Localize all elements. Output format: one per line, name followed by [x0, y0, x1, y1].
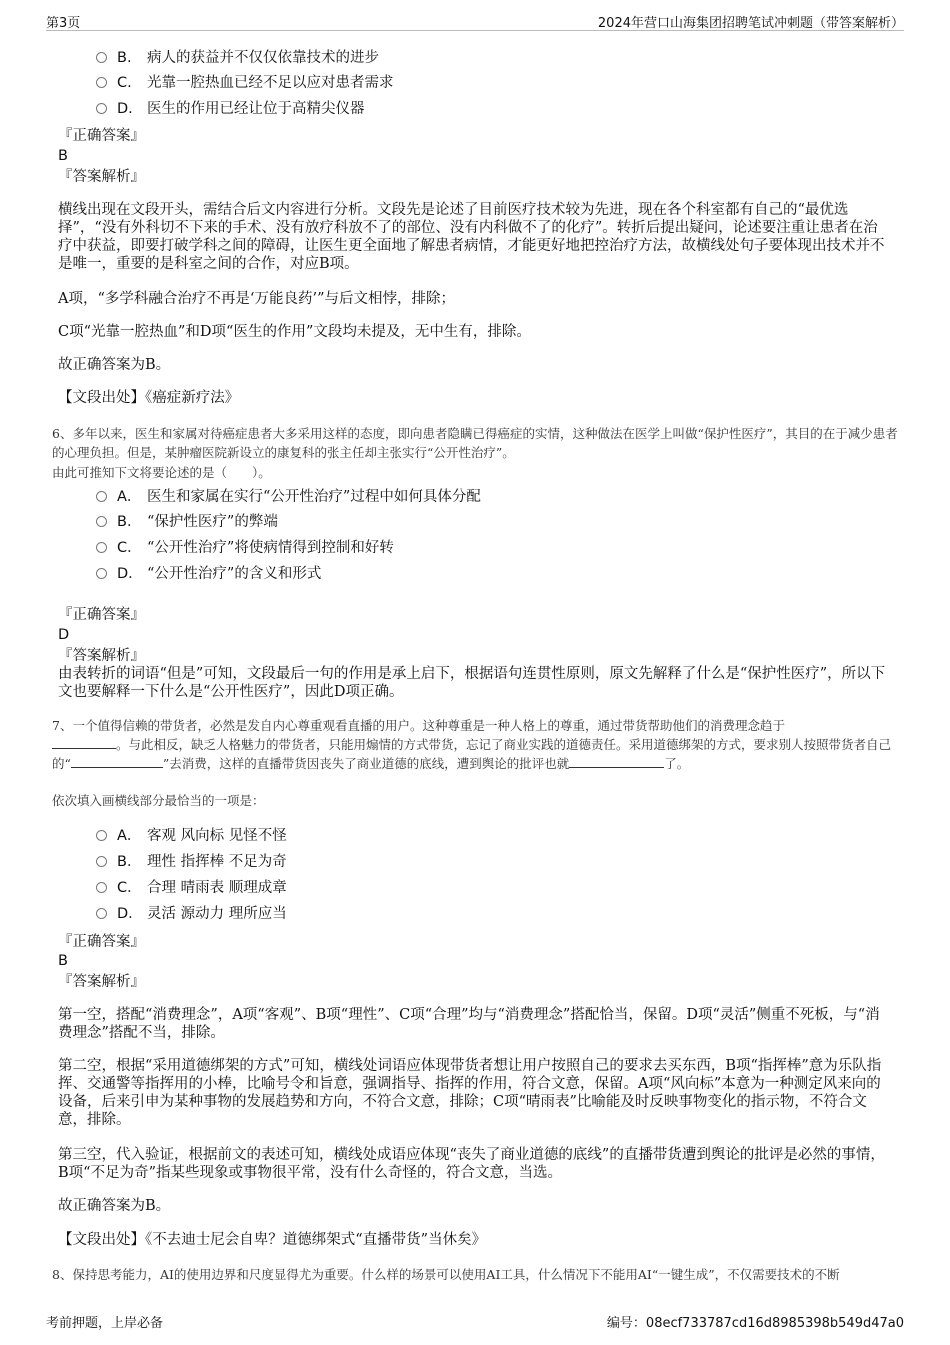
- blank-3: [569, 755, 664, 768]
- q7-analysis-para-4: 故正确答案为B。: [58, 1198, 171, 1214]
- q7-option-d[interactable]: D． 灵活 源动力 理所应当: [96, 904, 287, 924]
- radio-icon[interactable]: [96, 103, 107, 114]
- q5-option-b[interactable]: B. 病人的获益并不仅仅依靠技术的进步: [96, 48, 379, 68]
- q5-option-d[interactable]: D. 医生的作用已经让位于高精尖仪器: [96, 99, 365, 119]
- q5-answer: B: [58, 148, 68, 164]
- q6-option-d[interactable]: D． “公开性治疗”的含义和形式: [96, 564, 321, 584]
- radio-icon[interactable]: [96, 77, 107, 88]
- radio-icon[interactable]: [96, 908, 107, 919]
- q7-analysis-para-2: 第二空，根据“采用道德绑架的方式”可知，横线处词语应体现带货者想让用户按照自己的要求去买东西，B项“指挥棒”意为乐队指挥、交通警等指挥用的小棒，比喻号令和旨意，强调指导、指挥的作用，符合文意，保留。A项“风向标”本意为一种测定风来向的设备，后来引申为某种事物的发展趋势和方向，不符合文意，排除；C项“晴雨表”比喻能及时反映事物变化的指示物，不符合文意，排除。: [58, 1058, 882, 1128]
- q7-answer-label: 『正确答案』: [58, 934, 145, 950]
- q6-answer-label: 『正确答案』: [58, 607, 145, 623]
- q7-analysis-para-1: 第一空，搭配“消费理念”，A项“客观”、B项“理性”、C项“合理”均与“消费理念”搭配恰当，保留。D项“灵活”侧重不死板，与“消费理念”搭配不当，排除。: [58, 1007, 880, 1041]
- q6-stem: 6、多年以来，医生和家属对待癌症患者大多采用这样的态度，即向患者隐瞒已得癌症的实情，这种做法在医学上叫做“保护性医疗”，其目的在于减少患者的心理负担。但是，某肿瘤医院新设立的康复科的张主任却主张实行“公开性治疗”。: [52, 426, 898, 460]
- radio-icon[interactable]: [96, 491, 107, 502]
- radio-icon[interactable]: [96, 882, 107, 893]
- q7-analysis-para-3: 第三空，代入验证，根据前文的表述可知，横线处成语应体现“丧失了商业道德的底线”的直播带货遭到舆论的批评是必然的事情，B项“不足为奇”指某些现象或事物很平常，没有什么奇怪的，符合文意，当选。: [58, 1147, 885, 1181]
- page-number: 第3页: [46, 16, 81, 31]
- q5-option-c[interactable]: C. 光靠一腔热血已经不足以应对患者需求: [96, 73, 394, 93]
- q7-option-c[interactable]: C． 合理 晴雨表 顺理成章: [96, 878, 287, 898]
- q6-option-c[interactable]: C． “公开性治疗”将使病情得到控制和好转: [96, 538, 394, 558]
- q7-answer: B: [58, 953, 68, 969]
- footer-serial: 编号：08ecf733787cd16d8985398b549d47a0: [606, 1316, 904, 1331]
- q6-answer: D: [58, 627, 70, 643]
- q8-stem: 8、保持思考能力，AI的使用边界和尺度显得尤为重要。什么样的场景可以使用AI工具，什么情况下不能用AI“一键生成”，不仅需要技术的不断: [52, 1267, 840, 1282]
- radio-icon[interactable]: [96, 516, 107, 527]
- page-header: [46, 8, 904, 31]
- q5-source: 【文段出处】《癌症新疗法》: [58, 390, 240, 406]
- q7-stem: 7、一个值得信赖的带货者，必然是发自内心尊重观看直播的用户。这种尊重是一种人格上的尊重，通过带货帮助他们的消费理念趋于 。与此相反，缺乏人格魅力的带货者，只能用煽情的方式带货，忘记了商业实践的道德责任。采用道德绑架的方式，要求别人按照带货者自己的“ ”去消费，这样的直播带货因丧失了商业道德的底线，遭到舆论的批评也就 了。: [52, 718, 892, 771]
- q6-analysis-label: 『答案解析』: [58, 648, 145, 664]
- q5-analysis-para-1: 横线出现在文段开头，需结合后文内容进行分析。文段先是论述了目前医疗技术较为先进，现在各个科室都有自己的“最优选择”，“没有外科切不下来的手术、没有放疗科放不了的部位、没有内科做不了的化疗”。转折后提出疑问，论述要注重让患者在治疗中获益，即要打破学科之间的障碍，让医生更全面地了解患者病情，才能更好地把控治疗方法，故横线处句子要体现出技术并不是唯一，重要的是科室之间的合作，对应B项。: [58, 202, 885, 272]
- radio-icon[interactable]: [96, 830, 107, 841]
- q7-source: 【文段出处】《不去迪士尼会自卑？道德绑架式“直播带货”当休矣》: [58, 1232, 487, 1248]
- q7-option-b[interactable]: B． 理性 指挥棒 不足为奇: [96, 852, 287, 872]
- q6-analysis: 由表转折的词语“但是”可知，文段最后一句的作用是承上启下，根据语句连贯性原则，原文先解释了什么是“保护性医疗”，所以下文也要解释一下什么是“公开性医疗”，因此D项正确。: [58, 666, 886, 700]
- q5-analysis-para-2: A项，“多学科融合治疗不再是‘万能良药’”与后文相悖，排除；: [58, 291, 456, 307]
- blank-1: [52, 736, 116, 749]
- blank-2: [71, 755, 163, 768]
- q5-analysis-para-4: 故正确答案为B。: [58, 357, 171, 373]
- q7-analysis-label: 『答案解析』: [58, 974, 145, 990]
- q5-answer-label: 『正确答案』: [58, 128, 145, 144]
- q6-option-a[interactable]: A． 医生和家属在实行“公开性治疗”过程中如何具体分配: [96, 487, 481, 507]
- q5-analysis-para-3: C项“光靠一腔热血”和D项“医生的作用”文段均未提及，无中生有，排除。: [58, 324, 531, 340]
- q6-option-b[interactable]: B． “保护性医疗”的弊端: [96, 512, 278, 532]
- radio-icon[interactable]: [96, 542, 107, 553]
- footer-slogan: 考前押题，上岸必备: [46, 1316, 164, 1331]
- q7-option-a[interactable]: A． 客观 风向标 见怪不怪: [96, 826, 287, 846]
- radio-icon[interactable]: [96, 568, 107, 579]
- q5-analysis-label: 『答案解析』: [58, 169, 145, 185]
- q7-prompt: 依次填入画横线部分最恰当的一项是：: [52, 793, 265, 808]
- radio-icon[interactable]: [96, 52, 107, 63]
- document-title: 2024年营口山海集团招聘笔试冲刺题（带答案解析）: [597, 16, 904, 31]
- radio-icon[interactable]: [96, 856, 107, 867]
- q6-stem-prompt: 由此可推知下文将要论述的是（ ）。: [52, 465, 271, 480]
